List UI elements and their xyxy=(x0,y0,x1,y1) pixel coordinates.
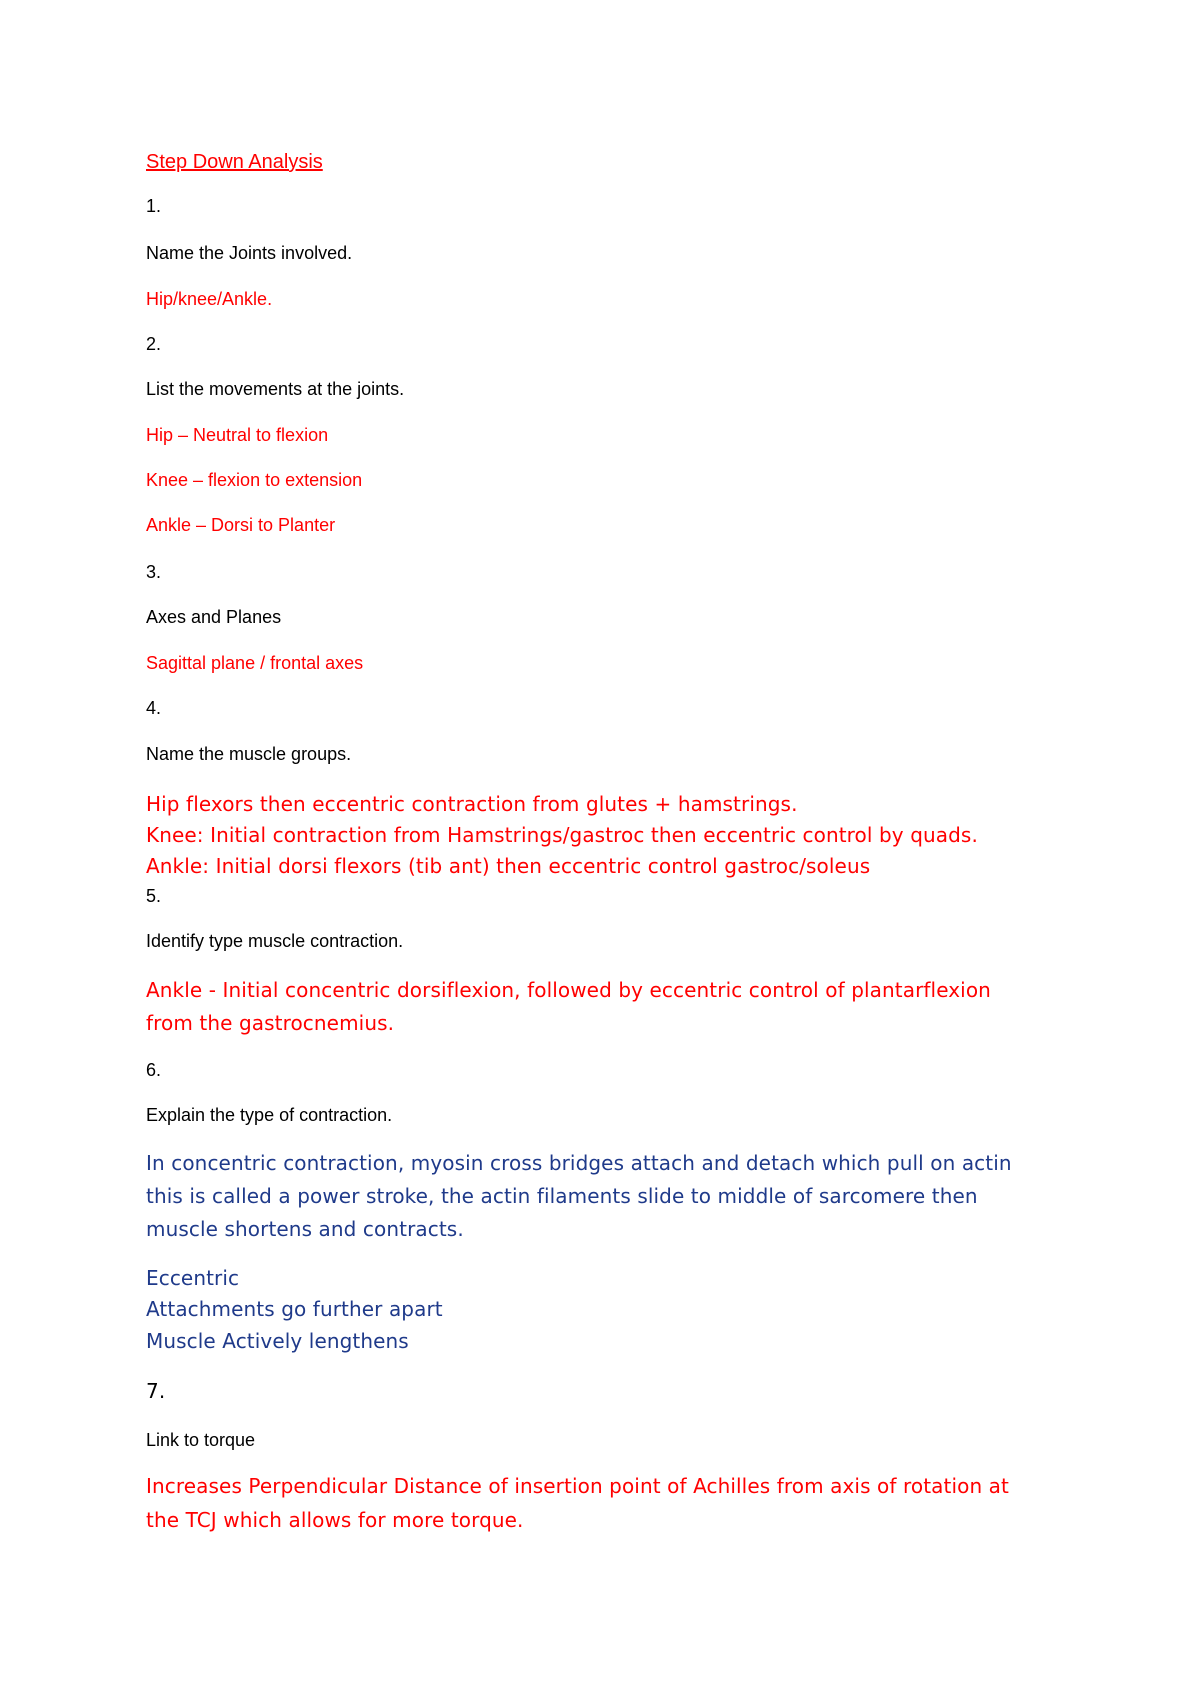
answer-4-line: Hip flexors then eccentric contraction from glutes + hamstrings. xyxy=(146,792,798,816)
question-number-6: 6. xyxy=(146,1060,162,1080)
answer-7-line: Increases Perpendicular Distance of insertion point of Achilles from axis of rotation at xyxy=(146,1474,1009,1498)
eccentric-explanation-line: Attachments go further apart xyxy=(146,1297,443,1321)
eccentric-explanation-line: Muscle Actively lengthens xyxy=(146,1329,409,1353)
question-2-text: List the movements at the joints. xyxy=(146,379,405,399)
question-number-7: 7. xyxy=(146,1379,166,1403)
concentric-explanation-line: In concentric contraction, myosin cross bridges attach and detach which pull on actin xyxy=(146,1151,1012,1175)
answer-5-line: Ankle - Initial concentric dorsiflexion, followed by eccentric control of plantarflexion xyxy=(146,978,991,1002)
question-number-2: 2. xyxy=(146,334,162,354)
answer-1-text: Hip/knee/Ankle. xyxy=(146,289,273,309)
question-number-4: 4. xyxy=(146,698,162,718)
answer-3-text: Sagittal plane / frontal axes xyxy=(146,653,364,673)
answer-4-line: Ankle: Initial dorsi flexors (tib ant) then eccentric control gastroc/soleus xyxy=(146,854,871,878)
question-number-3: 3. xyxy=(146,562,162,582)
answer-2-line: Knee – flexion to extension xyxy=(146,470,363,490)
answer-2-line: Hip – Neutral to flexion xyxy=(146,425,329,445)
answer-7-line: the TCJ which allows for more torque. xyxy=(146,1508,524,1532)
document-title: Step Down Analysis xyxy=(146,151,323,173)
question-6-text: Explain the type of contraction. xyxy=(146,1105,393,1125)
question-7-text: Link to torque xyxy=(146,1430,256,1450)
answer-2-line: Ankle – Dorsi to Planter xyxy=(146,515,336,535)
eccentric-explanation-line: Eccentric xyxy=(146,1266,240,1290)
concentric-explanation-line: muscle shortens and contracts. xyxy=(146,1217,464,1241)
question-5-text: Identify type muscle contraction. xyxy=(146,931,404,951)
answer-5-line: from the gastrocnemius. xyxy=(146,1011,395,1035)
question-number-1: 1. xyxy=(146,196,162,216)
answer-4-line: Knee: Initial contraction from Hamstrings/gastroc then eccentric control by quads. xyxy=(146,823,978,847)
question-3-text: Axes and Planes xyxy=(146,607,282,627)
question-4-text: Name the muscle groups. xyxy=(146,744,352,764)
concentric-explanation-line: this is called a power stroke, the actin filaments slide to middle of sarcomere then xyxy=(146,1184,978,1208)
question-1-text: Name the Joints involved. xyxy=(146,243,353,263)
question-number-5: 5. xyxy=(146,886,162,906)
